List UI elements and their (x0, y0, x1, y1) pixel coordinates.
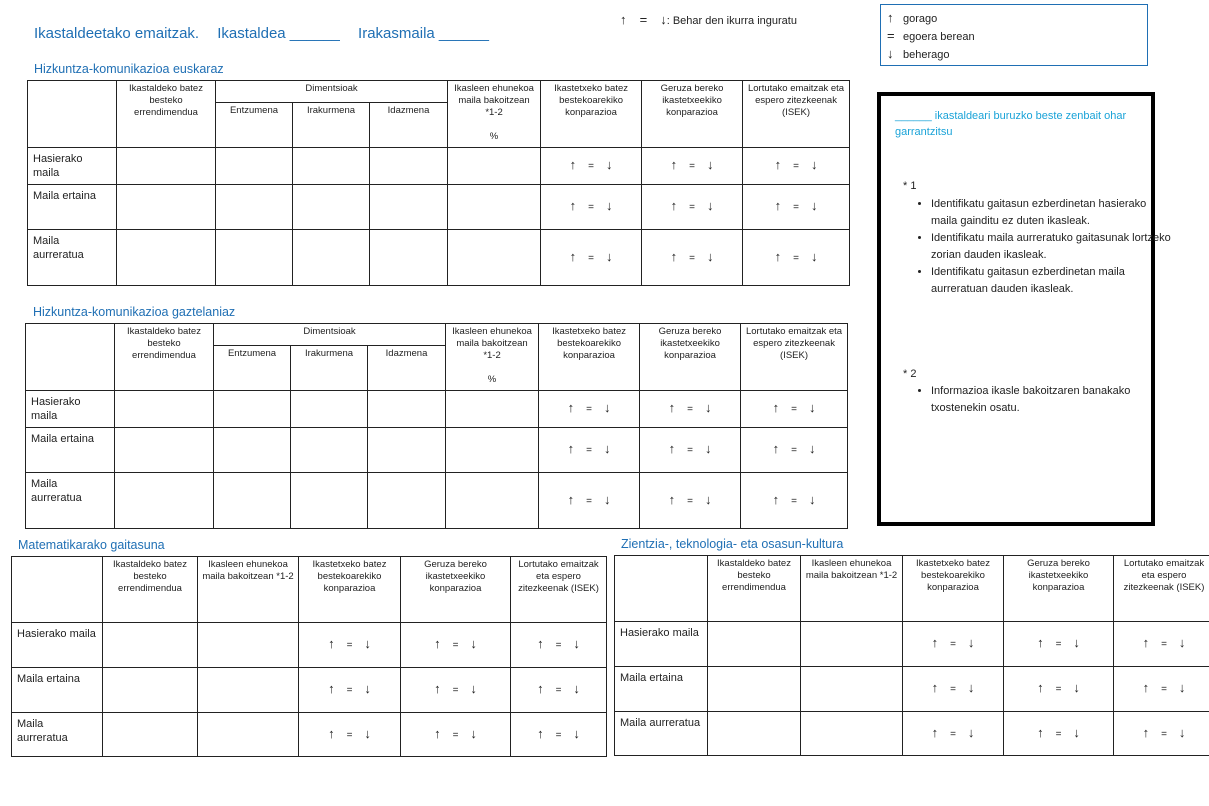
arrow-choice-cell[interactable] (401, 623, 511, 668)
up-arrow-icon[interactable]: ↑ (537, 681, 544, 696)
col-header-isek: Lortutako emaitzak eta espero zitezkeenak (ISEK) (741, 324, 848, 391)
down-arrow-icon[interactable]: ↓ (605, 248, 613, 264)
input-cell[interactable] (103, 623, 198, 668)
equals-symbol[interactable]: = (950, 728, 956, 740)
arrow-choice-cell[interactable] (741, 428, 848, 473)
input-cell[interactable] (446, 391, 539, 428)
input-cell[interactable] (291, 391, 368, 428)
down-arrow-icon[interactable]: ↓ (810, 248, 818, 264)
up-arrow-icon[interactable]: ↑ (668, 491, 676, 507)
up-arrow-icon[interactable]: ↑ (1142, 680, 1150, 695)
down-arrow-icon[interactable]: ↓ (967, 635, 975, 650)
input-cell[interactable] (368, 473, 446, 529)
down-arrow-icon[interactable]: ↓ (605, 198, 613, 213)
symbol-legend (880, 4, 1148, 66)
equals-symbol[interactable]: = (1055, 684, 1062, 695)
col-header-isek: Lortutako emaitzak eta espero zitezkeenak (ISEK) (511, 557, 607, 623)
equals-symbol[interactable]: = (793, 161, 799, 172)
equals-symbol[interactable]: = (588, 161, 594, 172)
arrow-choice-cell[interactable] (741, 391, 848, 428)
down-arrow-icon[interactable]: ↓ (470, 725, 477, 741)
up-arrow-icon[interactable]: ↑ (567, 441, 575, 456)
equals-symbol[interactable]: = (791, 404, 797, 415)
up-arrow-icon: ↑ (887, 10, 894, 25)
equals-symbol[interactable]: = (689, 161, 695, 172)
arrow-choice-cell[interactable] (1114, 667, 1209, 712)
level-field[interactable]: Irakasmaila ______ (358, 25, 489, 42)
up-arrow-icon[interactable]: ↑ (569, 157, 577, 172)
down-arrow-icon: ↓ (660, 12, 667, 27)
equals-symbol[interactable]: = (586, 404, 592, 415)
up-arrow-icon[interactable]: ↑ (434, 681, 441, 696)
table-row (28, 230, 850, 286)
col-header-listening: Entzumena (214, 346, 291, 391)
note-item: • Informazioa ikasle bakoitzaren banakako txostenekin osatu. (931, 383, 1171, 417)
results-table-basque (27, 80, 850, 286)
arrow-instruction (620, 12, 797, 27)
table-row (615, 622, 1209, 667)
equals-symbol[interactable]: = (588, 202, 594, 213)
up-arrow-icon[interactable]: ↑ (774, 248, 782, 264)
input-cell[interactable] (198, 668, 299, 713)
down-arrow-icon[interactable]: ↓ (364, 636, 371, 651)
row-label: Maila ertaina (28, 185, 117, 230)
down-arrow-icon[interactable]: ↓ (808, 491, 816, 507)
input-cell[interactable] (216, 185, 293, 230)
up-arrow-icon[interactable]: ↑ (328, 636, 335, 651)
results-table-science (614, 555, 1209, 756)
input-cell[interactable] (198, 713, 299, 757)
input-cell[interactable] (801, 667, 903, 712)
col-header-listening: Entzumena (216, 103, 293, 148)
table-row (26, 473, 848, 529)
input-cell[interactable] (103, 713, 198, 757)
table-row (615, 712, 1209, 756)
down-arrow-icon[interactable]: ↓ (470, 636, 477, 651)
col-header-dimensions: Dimentsioak (214, 324, 446, 346)
arrow-choice-cell[interactable] (640, 428, 741, 473)
up-arrow-icon[interactable]: ↑ (772, 491, 780, 507)
col-header-dimensions: Dimentsioak (216, 81, 448, 103)
row-label: Maila aurreratua (28, 230, 117, 286)
col-header-group-avg: Ikastaldeko batez besteko errendimendua (115, 324, 214, 391)
down-arrow-icon[interactable]: ↓ (810, 157, 818, 172)
up-arrow-icon[interactable]: ↑ (1037, 680, 1044, 695)
col-header-reading: Irakurmena (291, 346, 368, 391)
row-label: Maila ertaina (615, 667, 708, 712)
col-header-group-avg: Ikastaldeko batez besteko errendimendua (708, 556, 801, 622)
up-arrow-icon[interactable]: ↑ (1037, 635, 1044, 650)
input-cell[interactable] (216, 148, 293, 185)
equals-symbol[interactable]: = (1055, 728, 1062, 740)
up-arrow-icon[interactable]: ↑ (931, 680, 939, 695)
col-header-school-comparison: Ikastetxeko batez bestekoarekiko konparazioa (541, 81, 642, 148)
up-arrow-icon[interactable]: ↑ (569, 198, 577, 213)
arrow-choice-cell[interactable] (541, 148, 642, 185)
arrow-choice-cell[interactable] (1004, 667, 1114, 712)
input-cell[interactable] (370, 148, 448, 185)
down-arrow-icon[interactable]: ↓ (364, 725, 371, 741)
up-arrow-icon[interactable]: ↑ (1037, 724, 1044, 740)
input-cell[interactable] (291, 473, 368, 529)
input-cell[interactable] (115, 391, 214, 428)
input-cell[interactable] (448, 185, 541, 230)
input-cell[interactable] (446, 428, 539, 473)
input-cell[interactable] (117, 148, 216, 185)
arrow-choice-cell[interactable] (1004, 622, 1114, 667)
corner-cell (12, 557, 103, 623)
equals-symbol[interactable]: = (950, 639, 956, 650)
table-row (28, 148, 850, 185)
section-title-math: Matematikarako gaitasuna (18, 538, 165, 552)
arrow-choice-cell[interactable] (401, 713, 511, 757)
section-title-science: Zientzia-, teknologia- eta osasun-kultura (621, 537, 844, 551)
notes-title: ______ ikastaldeari buruzko beste zenbait ohar garrantzitsu (895, 110, 1127, 138)
col-header-stratum-comparison: Geruza bereko ikastetxeekiko konparazioa (642, 81, 743, 148)
up-arrow-icon[interactable]: ↑ (772, 441, 780, 456)
col-header-percent: Ikasleen ehunekoa maila bakoitzean *1-2 % (446, 324, 539, 391)
down-arrow-icon[interactable]: ↓ (704, 441, 712, 456)
equals-symbol[interactable]: = (346, 729, 353, 741)
results-table-spanish (25, 323, 848, 529)
down-arrow-icon[interactable]: ↓ (603, 491, 611, 507)
input-cell[interactable] (117, 230, 216, 286)
up-arrow-icon[interactable]: ↑ (537, 636, 544, 651)
down-arrow-icon[interactable]: ↓ (605, 157, 613, 172)
arrow-choice-cell[interactable] (539, 428, 640, 473)
arrow-choice-cell[interactable] (741, 473, 848, 529)
equals-symbol[interactable]: = (346, 685, 353, 696)
down-arrow-icon: ↓ (887, 46, 894, 61)
down-arrow-icon[interactable]: ↓ (1073, 724, 1080, 740)
down-arrow-icon[interactable]: ↓ (704, 400, 712, 415)
document-title (34, 25, 503, 42)
row-label: Hasierako maila (26, 391, 115, 428)
equals-symbol[interactable]: = (588, 252, 594, 264)
up-arrow-icon[interactable]: ↑ (434, 636, 441, 651)
col-header-school-comparison: Ikastetxeko batez bestekoarekiko konparazioa (903, 556, 1004, 622)
up-arrow-icon[interactable]: ↑ (931, 635, 939, 650)
equals-symbol[interactable]: = (689, 202, 695, 213)
col-header-stratum-comparison: Geruza bereko ikastetxeekiko konparazioa (401, 557, 511, 623)
legend-item-down: ↓ beherago (887, 46, 950, 61)
note-item: • Identifikatu maila aurreratuko gaitasunak lortzeko zorian dauden ikasleak. (931, 230, 1171, 264)
equals-symbol[interactable]: = (950, 684, 956, 695)
group-field[interactable]: Ikastaldea ______ (217, 25, 340, 42)
input-cell[interactable] (708, 667, 801, 712)
row-label: Maila aurreratua (26, 473, 115, 529)
up-arrow-icon[interactable]: ↑ (1142, 724, 1150, 740)
row-label: Maila ertaina (26, 428, 115, 473)
col-header-writing: Idazmena (370, 103, 448, 148)
down-arrow-icon[interactable]: ↓ (706, 248, 714, 264)
down-arrow-icon[interactable]: ↓ (573, 681, 580, 696)
down-arrow-icon[interactable]: ↓ (573, 636, 580, 651)
row-label: Hasierako maila (615, 622, 708, 667)
row-label: Maila ertaina (12, 668, 103, 713)
input-cell[interactable] (117, 185, 216, 230)
down-arrow-icon[interactable]: ↓ (1178, 635, 1186, 650)
arrow-choice-cell[interactable] (642, 148, 743, 185)
up-arrow-icon[interactable]: ↑ (1142, 635, 1150, 650)
down-arrow-icon[interactable]: ↓ (603, 400, 611, 415)
arrow-choice-cell[interactable] (743, 148, 850, 185)
equals-symbol[interactable]: = (346, 640, 353, 651)
table-row (12, 713, 607, 757)
up-arrow-icon[interactable]: ↑ (567, 400, 575, 415)
arrow-choice-cell[interactable] (401, 668, 511, 713)
up-arrow-icon[interactable]: ↑ (434, 725, 441, 741)
title-text: Ikastaldeetako emaitzak. (34, 25, 200, 42)
col-header-percent: Ikasleen ehunekoa maila bakoitzean *1-2 (801, 556, 903, 622)
up-arrow-icon[interactable]: ↑ (567, 491, 575, 507)
equals-symbol[interactable]: = (793, 252, 799, 264)
up-arrow-icon[interactable]: ↑ (772, 400, 780, 415)
section-title-spanish: Hizkuntza-komunikazioa gaztelaniaz (33, 305, 236, 319)
up-arrow-icon[interactable]: ↑ (670, 198, 678, 213)
equals-symbol[interactable]: = (586, 495, 592, 507)
equals-symbol[interactable]: = (793, 202, 799, 213)
up-arrow-icon[interactable]: ↑ (668, 400, 676, 415)
arrow-choice-cell[interactable] (299, 623, 401, 668)
arrow-choice-cell[interactable] (299, 713, 401, 757)
input-cell[interactable] (368, 428, 446, 473)
col-header-group-avg: Ikastaldeko batez besteko errendimendua (117, 81, 216, 148)
col-header-stratum-comparison: Geruza bereko ikastetxeekiko konparazioa (1004, 556, 1114, 622)
input-cell[interactable] (801, 712, 903, 756)
arrow-choice-cell[interactable] (541, 185, 642, 230)
arrow-choice-cell[interactable] (541, 230, 642, 286)
row-label: Maila aurreratua (12, 713, 103, 757)
col-header-isek: Lortutako emaitzak eta espero zitezkeenak (ISEK) (743, 81, 850, 148)
table-row (26, 391, 848, 428)
input-cell[interactable] (115, 428, 214, 473)
down-arrow-icon[interactable]: ↓ (603, 441, 611, 456)
equals-symbol[interactable]: = (555, 640, 562, 651)
up-arrow-icon[interactable]: ↑ (328, 725, 335, 741)
equals-symbol[interactable]: = (687, 445, 693, 456)
input-cell[interactable] (293, 148, 370, 185)
input-cell[interactable] (448, 148, 541, 185)
row-label: Hasierako maila (12, 623, 103, 668)
equals-symbol[interactable]: = (452, 640, 459, 651)
equals-symbol[interactable]: = (1161, 639, 1167, 650)
up-arrow-icon[interactable]: ↑ (931, 724, 939, 740)
up-arrow-icon[interactable]: ↑ (569, 248, 577, 264)
table-row (12, 623, 607, 668)
down-arrow-icon[interactable]: ↓ (706, 198, 714, 213)
note-list-2 (903, 383, 1171, 417)
note-item: • Identifikatu gaitasun ezberdinetan hasierako maila gainditu ez duten ikasleak. (931, 196, 1171, 230)
arrow-choice-cell[interactable] (642, 230, 743, 286)
equals-symbol[interactable]: = (687, 404, 693, 415)
input-cell[interactable] (198, 623, 299, 668)
equals-symbol[interactable]: = (1161, 728, 1167, 740)
equals-symbol[interactable]: = (1055, 639, 1062, 650)
down-arrow-icon[interactable]: ↓ (706, 157, 714, 172)
down-arrow-icon[interactable]: ↓ (967, 724, 975, 740)
equals-symbol[interactable]: = (1161, 684, 1167, 695)
input-cell[interactable] (291, 428, 368, 473)
down-arrow-icon[interactable]: ↓ (808, 441, 816, 456)
input-cell[interactable] (103, 668, 198, 713)
col-header-stratum-comparison: Geruza bereko ikastetxeekiko konparazioa (640, 324, 741, 391)
equals-symbol[interactable]: = (791, 445, 797, 456)
down-arrow-icon[interactable]: ↓ (967, 680, 975, 695)
up-arrow-icon[interactable]: ↑ (774, 157, 782, 172)
equals-symbol[interactable]: = (791, 495, 797, 507)
input-cell[interactable] (368, 391, 446, 428)
equals-symbol: = (639, 12, 648, 27)
up-arrow-icon[interactable]: ↑ (670, 157, 678, 172)
input-cell[interactable] (214, 391, 291, 428)
col-header-percent: Ikasleen ehunekoa maila bakoitzean *1-2 % (448, 81, 541, 148)
input-cell[interactable] (214, 473, 291, 529)
input-cell[interactable] (708, 712, 801, 756)
up-arrow-icon[interactable]: ↑ (537, 725, 544, 741)
legend-item-up: ↑ gorago (887, 10, 938, 25)
down-arrow-icon[interactable]: ↓ (808, 400, 816, 415)
arrow-choice-cell[interactable] (539, 473, 640, 529)
down-arrow-icon[interactable]: ↓ (364, 681, 371, 696)
up-arrow-icon[interactable]: ↑ (774, 198, 782, 213)
down-arrow-icon[interactable]: ↓ (704, 491, 712, 507)
input-cell[interactable] (446, 473, 539, 529)
down-arrow-icon[interactable]: ↓ (470, 681, 477, 696)
input-cell[interactable] (293, 185, 370, 230)
input-cell[interactable] (708, 622, 801, 667)
down-arrow-icon[interactable]: ↓ (810, 198, 818, 213)
arrow-choice-cell[interactable] (1114, 712, 1209, 756)
arrow-choice-cell[interactable] (511, 713, 607, 757)
equals-symbol[interactable]: = (586, 445, 592, 456)
equals-symbol[interactable]: = (555, 685, 562, 696)
legend-item-equal: = egoera berean (887, 28, 975, 43)
corner-cell (26, 324, 115, 391)
col-header-percent: Ikasleen ehunekoa maila bakoitzean *1-2 (198, 557, 299, 623)
arrow-choice-cell[interactable] (539, 391, 640, 428)
input-cell[interactable] (214, 428, 291, 473)
note-mark-1: * 1 (903, 180, 917, 192)
arrow-choice-cell[interactable] (1114, 622, 1209, 667)
table-row (12, 668, 607, 713)
note-mark-2: * 2 (903, 368, 917, 380)
note-list-1 (903, 196, 1171, 298)
input-cell[interactable] (448, 230, 541, 286)
arrow-choice-cell[interactable] (743, 230, 850, 286)
arrow-choice-cell[interactable] (743, 185, 850, 230)
up-arrow-icon[interactable]: ↑ (670, 248, 678, 264)
results-table-math (11, 556, 607, 757)
down-arrow-icon[interactable]: ↓ (1178, 724, 1186, 740)
arrow-choice-cell[interactable] (642, 185, 743, 230)
table-row (615, 667, 1209, 712)
up-arrow-icon[interactable]: ↑ (668, 441, 676, 456)
down-arrow-icon[interactable]: ↓ (1073, 635, 1080, 650)
input-cell[interactable] (370, 185, 448, 230)
col-header-isek: Lortutako emaitzak eta espero zitezkeenak (ISEK) (1114, 556, 1209, 622)
input-cell[interactable] (115, 473, 214, 529)
equals-symbol[interactable]: = (452, 685, 459, 696)
arrow-choice-cell[interactable] (299, 668, 401, 713)
arrow-choice-cell[interactable] (903, 667, 1004, 712)
input-cell[interactable] (370, 230, 448, 286)
down-arrow-icon[interactable]: ↓ (573, 725, 580, 741)
arrow-note-text: : Behar den ikurra inguratu (666, 15, 797, 27)
arrow-choice-cell[interactable] (640, 473, 741, 529)
arrow-choice-cell[interactable] (640, 391, 741, 428)
row-label: Hasierako maila (28, 148, 117, 185)
up-arrow-icon[interactable]: ↑ (328, 681, 335, 696)
arrow-choice-cell[interactable] (903, 622, 1004, 667)
col-header-group-avg: Ikastaldeko batez besteko errendimendua (103, 557, 198, 623)
input-cell[interactable] (216, 230, 293, 286)
corner-cell (28, 81, 117, 148)
col-header-school-comparison: Ikastetxeko batez bestekoarekiko konparazioa (539, 324, 640, 391)
notes-box (877, 92, 1171, 526)
row-label: Maila aurreratua (615, 712, 708, 756)
input-cell[interactable] (801, 622, 903, 667)
arrow-choice-cell[interactable] (511, 668, 607, 713)
corner-cell (615, 556, 708, 622)
arrow-choice-cell[interactable] (511, 623, 607, 668)
section-title-basque: Hizkuntza-komunikazioa euskaraz (34, 62, 224, 76)
col-header-reading: Irakurmena (293, 103, 370, 148)
down-arrow-icon[interactable]: ↓ (1178, 680, 1186, 695)
equals-symbol[interactable]: = (689, 252, 695, 264)
arrow-choice-cell[interactable] (903, 712, 1004, 756)
equals-symbol[interactable]: = (555, 729, 562, 741)
equals-symbol[interactable]: = (687, 495, 693, 507)
arrow-choice-cell[interactable] (1004, 712, 1114, 756)
col-header-writing: Idazmena (368, 346, 446, 391)
up-arrow-icon: ↑ (620, 12, 627, 27)
down-arrow-icon[interactable]: ↓ (1073, 680, 1080, 695)
equals-symbol[interactable]: = (452, 729, 459, 741)
col-header-school-comparison: Ikastetxeko batez bestekoarekiko konparazioa (299, 557, 401, 623)
table-row (26, 428, 848, 473)
note-item: • Identifikatu gaitasun ezberdinetan maila aurreratuan dauden ikasleak. (931, 264, 1171, 298)
input-cell[interactable] (293, 230, 370, 286)
equals-symbol: = (887, 28, 895, 43)
table-row (28, 185, 850, 230)
